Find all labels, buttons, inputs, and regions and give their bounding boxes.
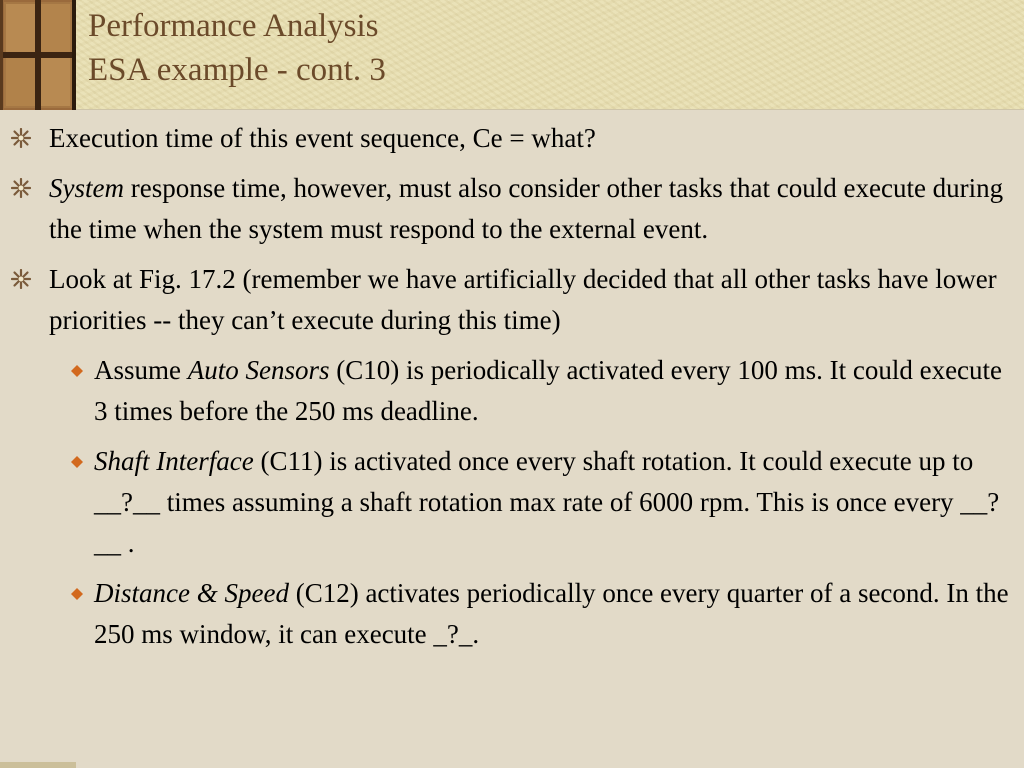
bullet-look-at-fig [0, 259, 1014, 341]
slide-body [0, 118, 1024, 664]
title-line-2: ESA example - cont. 3 [88, 52, 386, 88]
sub-bullet-emphasis: Shaft Interface [94, 446, 254, 476]
sub-bullet-distance-speed [0, 573, 1014, 655]
bullet-text: Look at Fig. 17.2 (remember we have artificially decided that all other tasks have lower priorities -- they can’t execute during this time) [49, 264, 997, 335]
sub-bullet-text: (C10) is periodically activated every 100 ms. It could execute 3 times before the 250 ms deadline. [94, 355, 1003, 426]
slide-title [88, 4, 386, 92]
sub-bullet-text: (C12) activates periodically once every quarter of a second. In the 250 ms window, it can execute _?_. [94, 578, 1009, 649]
starburst-icon [11, 178, 31, 198]
sub-bullet-auto-sensors [0, 350, 1014, 432]
sub-bullet-shaft-interface [0, 441, 1014, 564]
bullet-text: response time, however, must also consider other tasks that could execute during the time when the system must respond to the external event. [49, 173, 1004, 244]
bullet-execution-time [0, 118, 1014, 159]
title-divider [0, 109, 1024, 110]
sub-bullet-prefix: Assume [94, 355, 188, 385]
bullet-text: Execution time of this event sequence, Ce = what? [49, 123, 596, 153]
sub-bullet-text: (C11) is activated once every shaft rotation. It could execute up to __?__ times assuming a shaft rotation max rate of 6000 rpm. This is once every __?__ . [94, 446, 1000, 558]
bullet-system-response [0, 168, 1014, 250]
starburst-icon [11, 128, 31, 148]
diamond-icon [71, 588, 83, 600]
title-line-1: Performance Analysis [88, 8, 379, 44]
sub-bullet-emphasis: Distance & Speed [94, 578, 289, 608]
diamond-icon [71, 456, 83, 468]
diamond-icon [71, 365, 83, 377]
bullet-emphasis: System [49, 173, 124, 203]
footer-strip [0, 762, 76, 768]
window-pane-icon [0, 0, 76, 110]
sub-bullet-emphasis: Auto Sensors [187, 355, 330, 385]
starburst-icon [11, 269, 31, 289]
